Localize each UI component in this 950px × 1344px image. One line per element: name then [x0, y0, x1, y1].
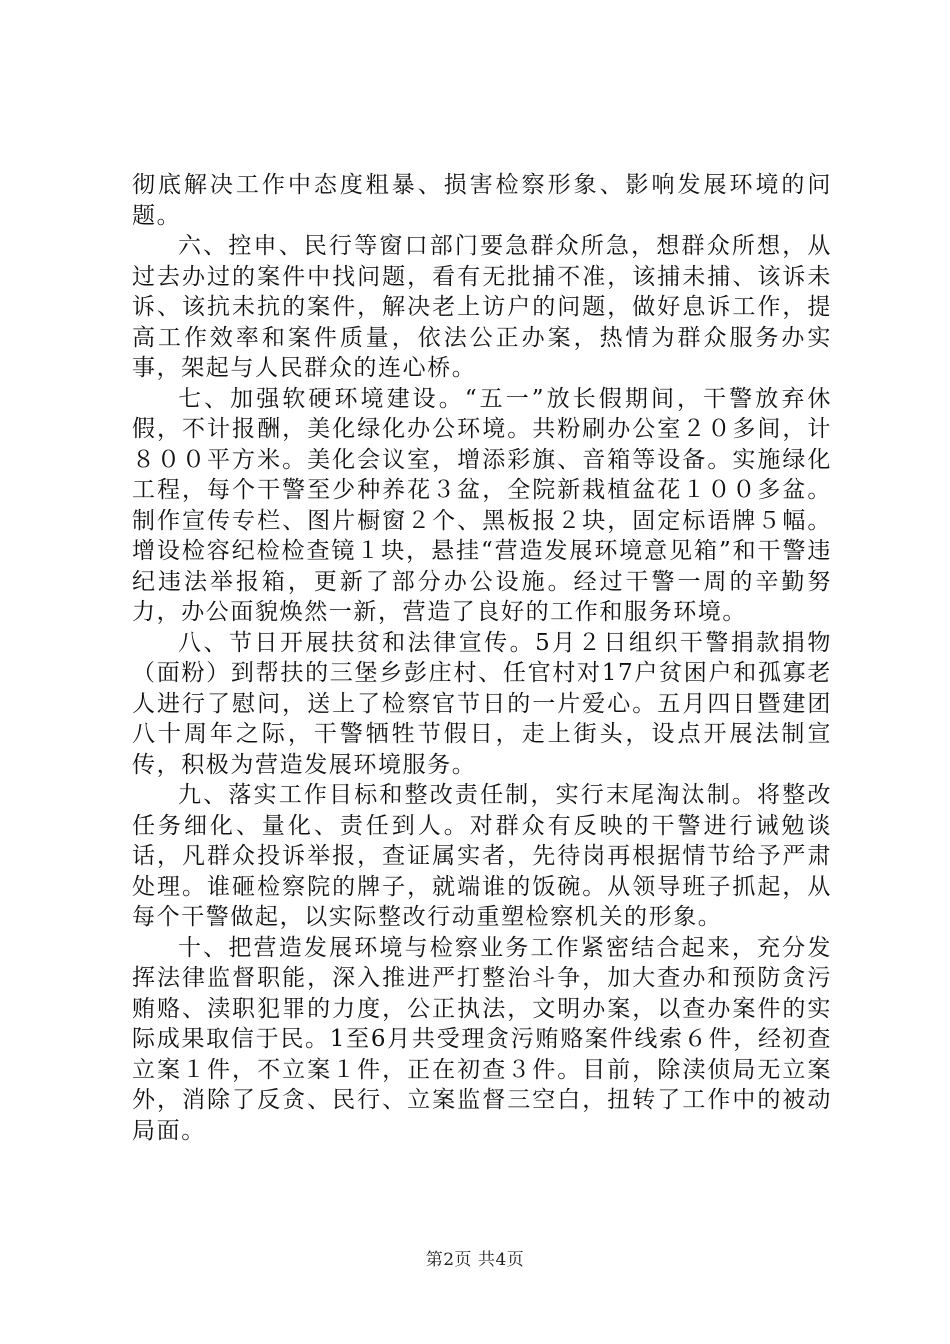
- paragraph-item-10: 十、把营造发展环境与检察业务工作紧密结合起来，充分发挥法律监督职能，深入推进严打整治斗争，加大查办和预防贪污贿赂、渎职犯罪的力度，公正执法，文明办案，以查办案件的实际成果取信于民。1至6月共受理贪污贿赂案件线索６件，经初查立案１件，不立案１件，正在初查３件。目前，除渎侦局无立案外，消除了反贪、民行、立案监督三空白，扭转了工作中的被动局面。: [132, 934, 832, 1144]
- paragraph-item-6: 六、控申、民行等窗口部门要急群众所急，想群众所想，从过去办过的案件中找问题，看有无批捕不准，该捕未捕、该诉未诉、该抗未抗的案件，解决老上访户的问题，做好息诉工作，提高工作效率和案件质量，依法公正办案，热情为群众服务办实事，架起与人民群众的连心桥。: [132, 233, 832, 381]
- paragraph-item-7: 七、加强软硬环境建设。“五一”放长假期间，干警放弃休假，不计报酬，美化绿化办公环境。共粉刷办公室２０多间，计８００平方米。美化会议室，增添彩旗、音箱等设备。实施绿化工程，每个干警至少种养花３盆，全院新栽植盆花１００多盆。制作宣传专栏、图片橱窗２个、黑板报２块，固定标语牌５幅。增设检容纪检检查镜１块，悬挂“营造发展环境意见箱”和干警违纪违法举报箱，更新了部分办公设施。经过干警一周的辛勤努力，办公面貌焕然一新，营造了良好的工作和服务环境。: [132, 385, 832, 625]
- paragraph-item-9: 九、落实工作目标和整改责任制，实行末尾淘汰制。将整改任务细化、量化、责任到人。对群众有反映的干警进行诫勉谈话，凡群众投诉举报，查证属实者，先待岗再根据情节给予严肃处理。谁砸检察院的牌子，就端谁的饭碗。从领导班子抓起，从每个干警做起，以实际整改行动重塑检察机关的形象。: [132, 782, 832, 930]
- page-footer: 第2页 共4页: [425, 1250, 525, 1270]
- document-body: [132, 170, 832, 1146]
- paragraph-item-8: 八、节日开展扶贫和法律宣传。5月２日组织干警捐款捐物（面粉）到帮扶的三堡乡彭庄村、任官村对17户贫困户和孤寡老人进行了慰问，送上了检察官节日的一片爱心。五月四日暨建团八十周年之际，干警牺牲节假日，走上街头，设点开展法制宣传，积极为营造发展环境服务。: [132, 629, 832, 778]
- paragraph-continuation: 彻底解决工作中态度粗暴、损害检察形象、影响发展环境的问题。: [132, 172, 832, 229]
